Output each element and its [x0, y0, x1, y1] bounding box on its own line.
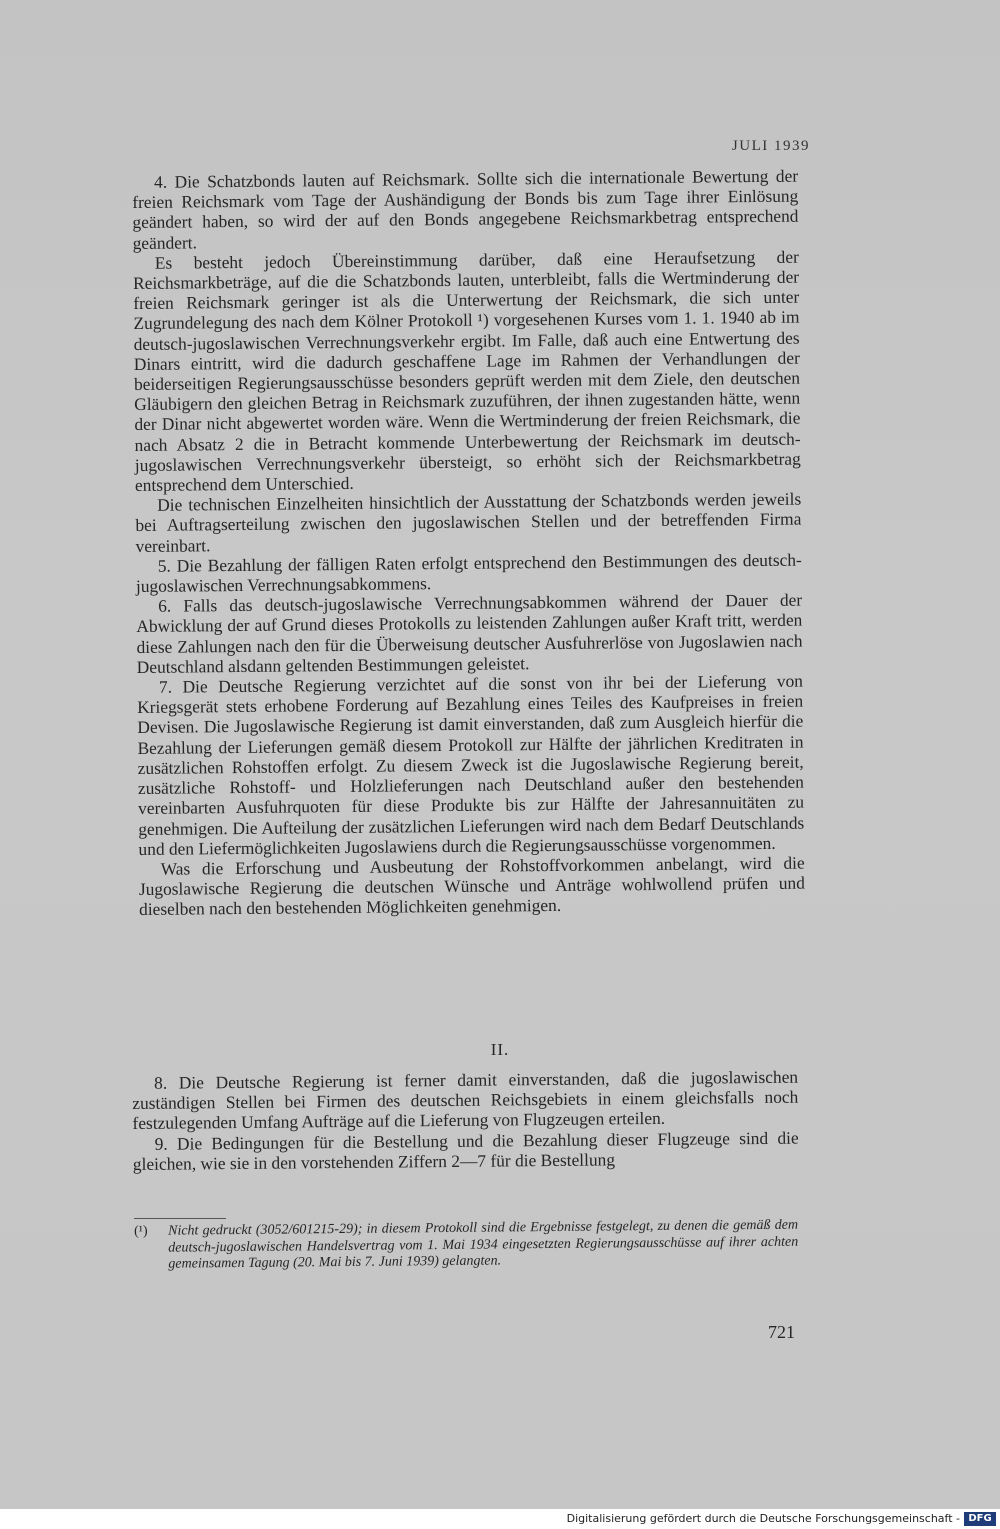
paragraph-4-continued: Es besteht jedoch Übereinstimmung darüber, daß eine Heraufsetzung der Reichsmarkbeträge, auf die die Schatzbonds lauten, unterbleibt, falls die Wertminderung der freien Reichsmark geringer ist als die Unterwertung der Reichsmark, die sich unter Zugrundelegung des nach dem Kölner Protokoll ¹) vorgesehenen Kurses vom 1. 1. 1940 ab im deutsch-jugoslawischen Verrechnungsverkehr ergibt. Im Falle, daß auch eine Entwertung des Dinars eintritt, wird die dadurch geschaffene Lage im Rahmen der Verhandlungen der beiderseitigen Regierungsausschüsse besonders geprüft werden mit dem Ziele, den deutschen Gläubigern den gleichen Betrag in Reichsmark zuzuführen, der ihnen zugestanden hätte, wenn der Dinar nicht abgewertet worden wäre. Wenn die Wertminderung der freien Reichsmark, die nach Absatz 2 die in Betracht kommende Unterbewertung der Reichsmark im deutsch-jugoslawischen Verrechnungsverkehr übersteigt, so erhöht sich der Reichsmarkbetrag entsprechend dem Unterschied. [132, 246, 801, 496]
paragraph-raw-materials: Was die Erforschung und Ausbeutung der Rohstoffvorkommen anbelangt, wird die Jugoslawische Regierung die deutschen Wünsche und Anträge wohlwollend prüfen und dieselben nach den bestehenden Möglichkeiten genehmigen. [138, 852, 805, 920]
dfg-logo-icon: DFG [964, 1512, 996, 1526]
paragraph-9: 9. Die Bedingungen für die Bestellung und die Bezahlung dieser Flugzeuge sind die gleichen, wie sie in den vorstehenden Ziffern 2—7 für die Bestellung [132, 1127, 799, 1174]
section-2-body [132, 1067, 799, 1174]
page-number: 721 [768, 1322, 795, 1342]
paragraph-4: 4. Die Schatzbonds lauten auf Reichsmark. Sollte sich die internationale Bewertung der freien Reichsmark vom Tage der Aushändigung der Bonds bis zum Tage ihrer Einlösung geändert haben, so wird der auf den Bonds angegebene Reichsmarkbetrag entsprechend geändert. [132, 165, 799, 253]
paragraph-8: 8. Die Deutsche Regierung ist ferner damit einverstanden, daß die jugoslawischen zuständigen Stellen bei Firmen des deutschen Reichsgebiets in einem gleichsfalls noch festzulegenden Umfang Aufträge auf die Lieferung von Flugzeugen erteilen. [132, 1066, 799, 1134]
paragraph-5: 5. Die Bezahlung der fälligen Raten erfolgt entsprechend den Bestimmungen des deutsch-jugoslawischen Verrechnungsabkommens. [135, 549, 802, 597]
section-heading-ii: II. [490, 1040, 510, 1059]
section-1-body [132, 166, 805, 920]
paragraph-6: 6. Falls das deutsch-jugoslawische Verrechnungsabkommen während der Dauer der Abwicklung der auf Grund dieses Protokolls zu leistenden Zahlungen außer Kraft tritt, werden diese Zahlungen nach den für die Überweisung deutscher Ausfuhrerlöse von Jugoslawien nach Deutschland alsdann geltenden Bestimmungen geleistet. [136, 589, 803, 677]
footnote-text: Nicht gedruckt (3052/601215-29); in diesem Protokoll sind die Ergebnisse festgelegt, zu denen die gemäß dem deutsch-jugoslawischen Handelsvertrag vom 1. Mai 1934 eingesetzten Regierungsausschüsse auf ihrer achten gemeinsamen Tagung (20. Mai bis 7. Juni 1939) gelangten. [167, 1217, 799, 1272]
footnote-marker: (¹) [134, 1223, 148, 1239]
footer-bar [0, 1509, 1000, 1529]
funding-credit: Digitalisierung gefördert durch die Deutsche Forschungsgemeinschaft - [566, 1512, 960, 1525]
footnote-divider [134, 1218, 226, 1219]
footnote [134, 1218, 798, 1274]
running-head: JULI 1939 [731, 138, 810, 154]
paragraph-7: 7. Die Deutsche Regierung verzichtet auf die sonst von ihr bei der Lieferung von Kriegsgerät stets erhobene Forderung auf Bezahlung eines Teiles des Kaufpreises in freien Devisen. Die Jugoslawische Regierung ist damit einverstanden, daß zum Ausgleich hierfür die Bezahlung der Lieferungen gemäß diesem Protokoll zur Hälfte der jährlichen Kreditraten in zusätzlichen Rohstoffen erfolgt. Zu diesem Zweck ist die Jugoslawische Regierung bereit, zusätzliche Rohstoff- und Holzlieferungen nach Deutschland außer den bestehenden vereinbarten Ausfuhrquoten für diese Produkte bis zur Hälfte der Jahresannuitäten zu genehmigen. Die Aufteilung der zusätzlichen Lieferungen wird nach dem Bedarf Deutschlands und den Liefermöglichkeiten Jugoslawiens durch die Regierungsausschüsse vorgenommen. [137, 670, 805, 859]
paragraph-technical-details: Die technischen Einzelheiten hinsichtlich der Ausstattung der Schatzbonds werden jeweils bei Auftragserteilung zwischen den jugoslawischen Stellen und der betreffenden Firma vereinbart. [135, 488, 802, 556]
